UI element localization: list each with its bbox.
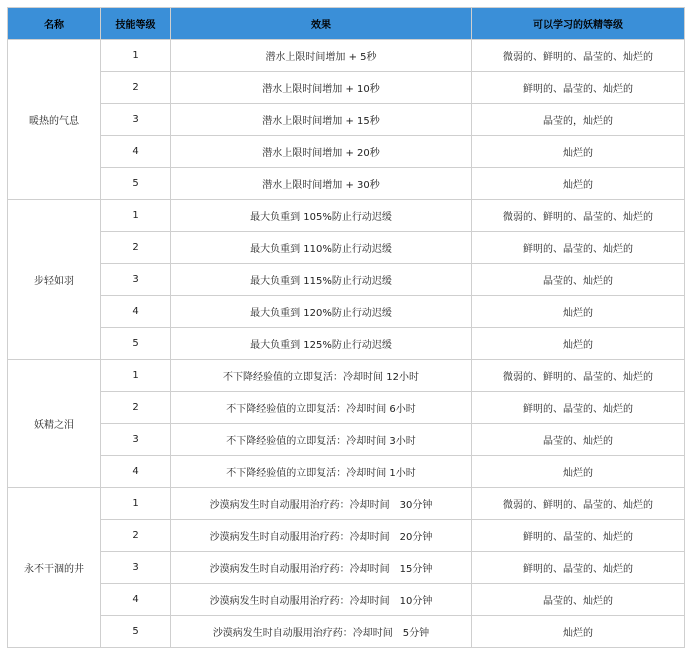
fairy-level-cell: 鲜明的、晶莹的、灿烂的 — [472, 392, 685, 424]
header-effect: 效果 — [171, 8, 472, 40]
effect-cell: 沙漠病发生时自动服用治疗药：冷却时间 5分钟 — [171, 616, 472, 648]
skill-level-cell: 2 — [101, 392, 171, 424]
skill-name-cell: 步轻如羽 — [8, 200, 101, 360]
skill-name-cell: 妖精之泪 — [8, 360, 101, 488]
skill-level-cell: 1 — [101, 488, 171, 520]
skills-table — [7, 7, 685, 648]
fairy-level-cell: 鲜明的、晶莹的、灿烂的 — [472, 520, 685, 552]
fairy-level-cell: 鲜明的、晶莹的、灿烂的 — [472, 552, 685, 584]
fairy-level-cell: 灿烂的 — [472, 296, 685, 328]
skill-level-cell: 3 — [101, 264, 171, 296]
skill-level-cell: 1 — [101, 40, 171, 72]
skill-level-cell: 4 — [101, 584, 171, 616]
effect-cell: 不下降经验值的立即复活：冷却时间 3小时 — [171, 424, 472, 456]
table-row — [8, 456, 685, 488]
effect-cell: 不下降经验值的立即复活：冷却时间 6小时 — [171, 392, 472, 424]
fairy-level-cell: 灿烂的 — [472, 168, 685, 200]
table-row — [8, 488, 685, 520]
effect-cell: 沙漠病发生时自动服用治疗药：冷却时间 15分钟 — [171, 552, 472, 584]
effect-cell: 沙漠病发生时自动服用治疗药：冷却时间 30分钟 — [171, 488, 472, 520]
skill-level-cell: 4 — [101, 456, 171, 488]
effect-cell: 潜水上限时间增加 + 15秒 — [171, 104, 472, 136]
skill-level-cell: 3 — [101, 552, 171, 584]
effect-cell: 潜水上限时间增加 + 30秒 — [171, 168, 472, 200]
effect-cell: 最大负重到 125%防止行动迟缓 — [171, 328, 472, 360]
fairy-level-cell: 微弱的、鲜明的、晶莹的、灿烂的 — [472, 40, 685, 72]
effect-cell: 最大负重到 120%防止行动迟缓 — [171, 296, 472, 328]
header-name: 名称 — [8, 8, 101, 40]
skill-level-cell: 5 — [101, 328, 171, 360]
header-skill-level: 技能等级 — [101, 8, 171, 40]
skill-level-cell: 2 — [101, 520, 171, 552]
table-row — [8, 168, 685, 200]
header-fairy-level: 可以学习的妖精等级 — [472, 8, 685, 40]
fairy-level-cell: 灿烂的 — [472, 136, 685, 168]
table-row — [8, 520, 685, 552]
skill-level-cell: 1 — [101, 200, 171, 232]
skill-level-cell: 1 — [101, 360, 171, 392]
table-row — [8, 232, 685, 264]
skill-level-cell: 5 — [101, 616, 171, 648]
effect-cell: 潜水上限时间增加 + 10秒 — [171, 72, 472, 104]
fairy-level-cell: 鲜明的、晶莹的、灿烂的 — [472, 232, 685, 264]
skill-name-cell: 暖热的气息 — [8, 40, 101, 200]
effect-cell: 沙漠病发生时自动服用治疗药：冷却时间 20分钟 — [171, 520, 472, 552]
skill-level-cell: 2 — [101, 232, 171, 264]
table-row — [8, 40, 685, 72]
table-row — [8, 72, 685, 104]
effect-cell: 最大负重到 115%防止行动迟缓 — [171, 264, 472, 296]
fairy-level-cell: 晶莹的、灿烂的 — [472, 264, 685, 296]
table-row — [8, 264, 685, 296]
effect-cell: 沙漠病发生时自动服用治疗药：冷却时间 10分钟 — [171, 584, 472, 616]
fairy-level-cell: 微弱的、鲜明的、晶莹的、灿烂的 — [472, 200, 685, 232]
skill-level-cell: 4 — [101, 136, 171, 168]
fairy-level-cell: 鲜明的、晶莹的、灿烂的 — [472, 72, 685, 104]
effect-cell: 不下降经验值的立即复活：冷却时间 1小时 — [171, 456, 472, 488]
effect-cell: 最大负重到 110%防止行动迟缓 — [171, 232, 472, 264]
header-row — [8, 8, 685, 40]
fairy-level-cell: 灿烂的 — [472, 456, 685, 488]
skill-level-cell: 5 — [101, 168, 171, 200]
skill-name-cell: 永不干涸的井 — [8, 488, 101, 648]
fairy-level-cell: 晶莹的、灿烂的 — [472, 424, 685, 456]
table-row — [8, 552, 685, 584]
skill-level-cell: 3 — [101, 424, 171, 456]
fairy-level-cell: 灿烂的 — [472, 616, 685, 648]
table-row — [8, 328, 685, 360]
table-row — [8, 392, 685, 424]
fairy-level-cell: 晶莹的，灿烂的 — [472, 104, 685, 136]
table-row — [8, 616, 685, 648]
effect-cell: 潜水上限时间增加 + 5秒 — [171, 40, 472, 72]
table-row — [8, 104, 685, 136]
skill-level-cell: 4 — [101, 296, 171, 328]
effect-cell: 最大负重到 105%防止行动迟缓 — [171, 200, 472, 232]
table-row — [8, 200, 685, 232]
skill-level-cell: 2 — [101, 72, 171, 104]
fairy-level-cell: 灿烂的 — [472, 328, 685, 360]
effect-cell: 不下降经验值的立即复活：冷却时间 12小时 — [171, 360, 472, 392]
table-row — [8, 296, 685, 328]
effect-cell: 潜水上限时间增加 + 20秒 — [171, 136, 472, 168]
table-row — [8, 136, 685, 168]
fairy-level-cell: 晶莹的、灿烂的 — [472, 584, 685, 616]
table-row — [8, 584, 685, 616]
table-body — [8, 40, 685, 648]
table-row — [8, 360, 685, 392]
table-row — [8, 424, 685, 456]
fairy-level-cell: 微弱的、鲜明的、晶莹的、灿烂的 — [472, 488, 685, 520]
fairy-level-cell: 微弱的、鲜明的、晶莹的、灿烂的 — [472, 360, 685, 392]
skill-level-cell: 3 — [101, 104, 171, 136]
